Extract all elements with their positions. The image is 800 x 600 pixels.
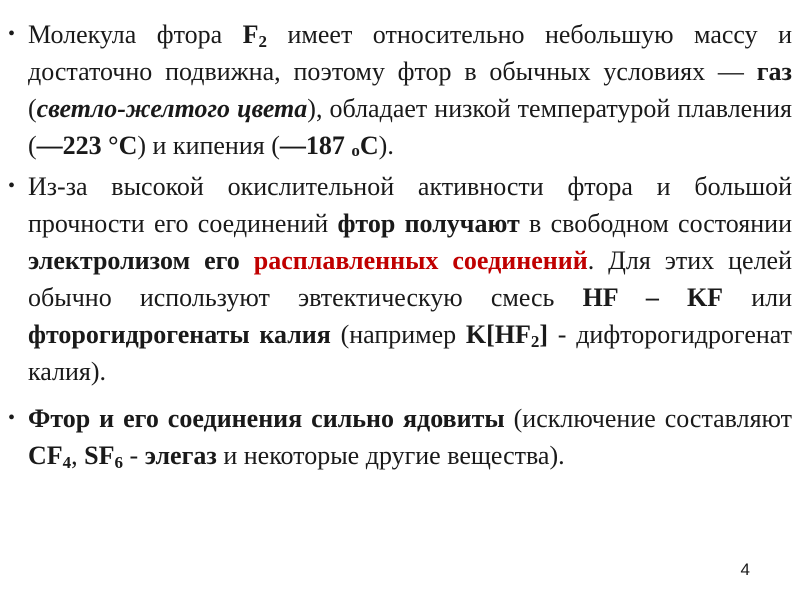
text: , — [71, 441, 85, 470]
text: и некоторые другие вещества). — [216, 441, 565, 470]
formula-text: F — [242, 20, 259, 49]
formula-subscript: 4 — [62, 453, 72, 472]
degree-mark: о — [351, 141, 360, 160]
boiling-value: —187 — [279, 131, 352, 160]
gas-term: газ — [756, 57, 792, 86]
text: ( — [28, 94, 37, 123]
molten-compounds-term: расплавленных соединений — [253, 246, 588, 275]
toxicity-term: Фтор и его соединения сильно ядовиты — [28, 404, 505, 433]
formula-sf6 — [84, 441, 123, 470]
text: (исключение составляют — [504, 404, 792, 433]
text: Молекула фтора — [28, 20, 243, 49]
formula-text: SF — [84, 441, 115, 470]
text — [240, 246, 254, 275]
electrolysis-term: электролизом его — [28, 246, 240, 275]
formula-subscript: 6 — [114, 453, 124, 472]
page-number: 4 — [740, 560, 750, 579]
bullet-item-fluorine-toxicity — [8, 400, 792, 474]
salts-term: фторогидрогенаты калия — [28, 320, 331, 349]
obtain-term: фтор получают — [337, 209, 520, 238]
text: или — [723, 283, 793, 312]
celsius-unit: С — [359, 131, 379, 160]
elegas-term: элегаз — [144, 441, 217, 470]
text: ). — [378, 131, 394, 160]
formula-f2 — [243, 20, 267, 49]
bullet-icon: • — [8, 175, 16, 197]
text: - — [123, 441, 145, 470]
bullet-item-fluorine-production — [8, 168, 792, 390]
bullet-icon: • — [8, 23, 16, 45]
formula-subscript: 2 — [258, 32, 268, 51]
color-term: светло-желтого цвета — [36, 94, 308, 123]
text: (например — [330, 320, 466, 349]
melting-point: —223 °С — [36, 131, 138, 160]
text: Из-за высокой окислительной активности фтора и большой прочности его соединений — [28, 172, 792, 238]
text: ) и кипения ( — [137, 131, 280, 160]
formula-text: K[HF — [465, 320, 531, 349]
bullet-icon: • — [8, 407, 16, 429]
text: . Для этих целей обычно используют эвтектическую смесь — [28, 246, 792, 312]
formula-text: ] — [539, 320, 549, 349]
text: имеет относительно небольшую массу и достаточно подвижна, поэтому фтор в обычных условиях — — [28, 20, 792, 86]
formula-subscript: 2 — [530, 332, 540, 351]
boiling-point — [280, 131, 379, 160]
hf-kf-formula: HF – KF — [582, 283, 724, 312]
text: - дифторогидрогенат калия). — [28, 320, 793, 386]
bullet-list — [8, 16, 792, 478]
bullet-item-fluorine-properties — [8, 16, 792, 164]
text: ), обладает низкой температурой плавления ( — [28, 94, 792, 160]
text: в свободном состоянии — [519, 209, 792, 238]
formula-khf2 — [466, 320, 548, 349]
formula-text: CF — [28, 441, 63, 470]
formula-cf4 — [28, 441, 71, 470]
